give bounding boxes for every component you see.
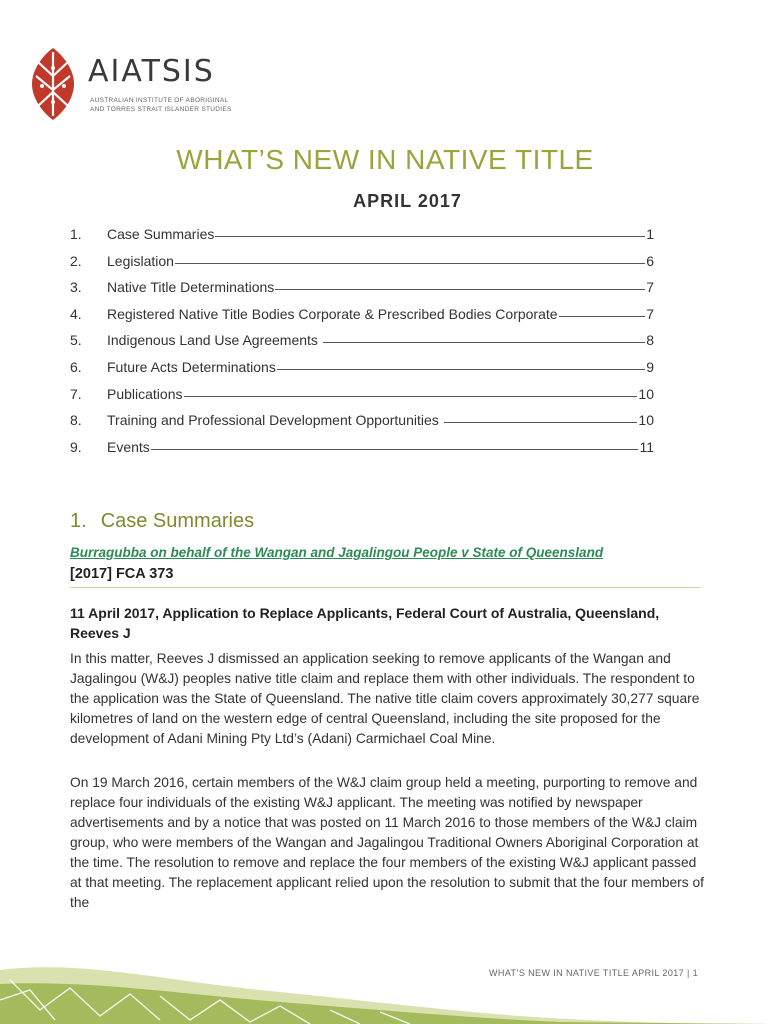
toc-entry-number: 8. bbox=[70, 412, 82, 429]
toc-entry-page: 7 bbox=[646, 279, 654, 296]
toc-entry[interactable] bbox=[70, 386, 654, 413]
toc-entry[interactable] bbox=[70, 359, 654, 386]
toc-entry-label: Events bbox=[107, 438, 150, 455]
document-title: WHAT’S NEW IN NATIVE TITLE bbox=[176, 144, 594, 175]
toc-entry-number: 5. bbox=[70, 332, 82, 349]
toc-entry-number: 4. bbox=[70, 305, 82, 322]
toc-entry-number: 6. bbox=[70, 358, 82, 375]
case-paragraph-1: In this matter, Reeves J dismissed an application seeking to remove applicants of the Wangan and Jagalingou (W&J) peoples native title claim and replace them with other individuals. The respondent to the application was the State of Queensland. The native title claim covers approximately 30,277 square kilometres of land on the western edge of central Queensland, including the site proposed for the development of Adani Mining Pty Ltd’s (Adani) Carmichael Coal Mine. bbox=[70, 651, 700, 746]
toc-entry-label: Registered Native Title Bodies Corporate & Prescribed Bodies Corporate bbox=[107, 305, 558, 322]
toc-entry-page: 10 bbox=[638, 412, 654, 429]
toc-leader-line bbox=[323, 342, 645, 343]
case-citation: [2017] FCA 373 bbox=[70, 566, 174, 582]
toc-leader-line bbox=[184, 396, 638, 397]
toc-entry[interactable] bbox=[70, 332, 654, 359]
case-meta: 11 April 2017, Application to Replace Applicants, Federal Court of Australia, Queensland, Reeves J bbox=[70, 605, 660, 641]
toc-entry-number: 7. bbox=[70, 385, 82, 402]
toc-entry-label: Training and Professional Development Opportunities bbox=[107, 412, 443, 429]
toc-entry-page: 11 bbox=[639, 438, 654, 455]
toc-leader-line bbox=[444, 422, 638, 423]
toc-entry-label: Indigenous Land Use Agreements bbox=[107, 332, 322, 349]
footer-decoration bbox=[0, 950, 770, 1024]
logo-subtitle-line1: AUSTRALIAN INSTITUTE OF ABORIGINAL bbox=[90, 97, 229, 104]
toc-entry-page: 6 bbox=[646, 252, 654, 269]
toc-entry[interactable] bbox=[70, 306, 654, 333]
section-number: 1. bbox=[70, 510, 87, 532]
toc-entry[interactable] bbox=[70, 226, 654, 253]
toc-leader-line bbox=[175, 263, 645, 264]
case-paragraph-2: On 19 March 2016, certain members of the W&J claim group held a meeting, purporting to remove and replace four individuals of the existing W&J applicant. The meeting was notified by newspaper advertisements and by a notice that was posted on 11 March 2016 to those members of the W&J claim group, who were members of the Wangan and Jagalingou Traditional Owners Aboriginal Corporation at the time. The resolution to remove and replace the four members of the existing W&J applicant passed at that meeting. The replacement applicant relied upon the resolution to submit that the four members of the bbox=[70, 775, 704, 910]
toc-leader-line bbox=[277, 369, 645, 370]
divider bbox=[70, 587, 700, 588]
toc-entry-page: 7 bbox=[646, 305, 654, 322]
section-heading bbox=[70, 510, 254, 533]
toc-entry[interactable] bbox=[70, 412, 654, 439]
logo-subtitle-line2: AND TORRES STRAIT ISLANDER STUDIES bbox=[90, 106, 232, 113]
document-subtitle: APRIL 2017 bbox=[353, 191, 462, 211]
toc-entry-label: Future Acts Determinations bbox=[107, 358, 276, 375]
toc-leader-line bbox=[275, 289, 645, 290]
logo-subtitle bbox=[90, 96, 232, 114]
toc-entry-label: Case Summaries bbox=[107, 226, 215, 242]
toc-entry[interactable] bbox=[70, 279, 654, 306]
toc-entry[interactable] bbox=[70, 439, 654, 466]
toc-entry-label: Native Title Determinations bbox=[107, 279, 275, 296]
toc-entry-label: Legislation bbox=[107, 252, 174, 269]
toc-entry-page: 9 bbox=[646, 358, 654, 375]
section-title: Case Summaries bbox=[100, 510, 255, 532]
toc-leader-line bbox=[215, 236, 645, 237]
aiatsis-logo bbox=[30, 46, 232, 122]
toc-entry-number: 1. bbox=[70, 226, 82, 242]
toc-entry-page: 1 bbox=[646, 226, 654, 242]
toc-entry-number: 3. bbox=[70, 279, 82, 296]
toc-entry-page: 10 bbox=[638, 385, 654, 402]
page-footer: WHAT’S NEW IN NATIVE TITLE APRIL 2017 | 1 bbox=[489, 968, 698, 978]
toc-entry-label: Publications bbox=[107, 385, 183, 402]
toc-entry-number: 9. bbox=[70, 438, 82, 455]
case-title-link[interactable]: Burragubba on behalf of the Wangan and Jagalingou People v State of Queensland bbox=[70, 545, 604, 560]
table-of-contents bbox=[70, 226, 654, 465]
toc-entry-number: 2. bbox=[70, 252, 82, 269]
toc-leader-line bbox=[559, 316, 646, 317]
toc-leader-line bbox=[151, 449, 639, 450]
logo-wordmark: AIATSIS bbox=[88, 54, 215, 89]
aiatsis-emblem-icon bbox=[30, 46, 76, 122]
toc-entry-page: 8 bbox=[646, 332, 654, 349]
toc-entry[interactable] bbox=[70, 253, 654, 280]
